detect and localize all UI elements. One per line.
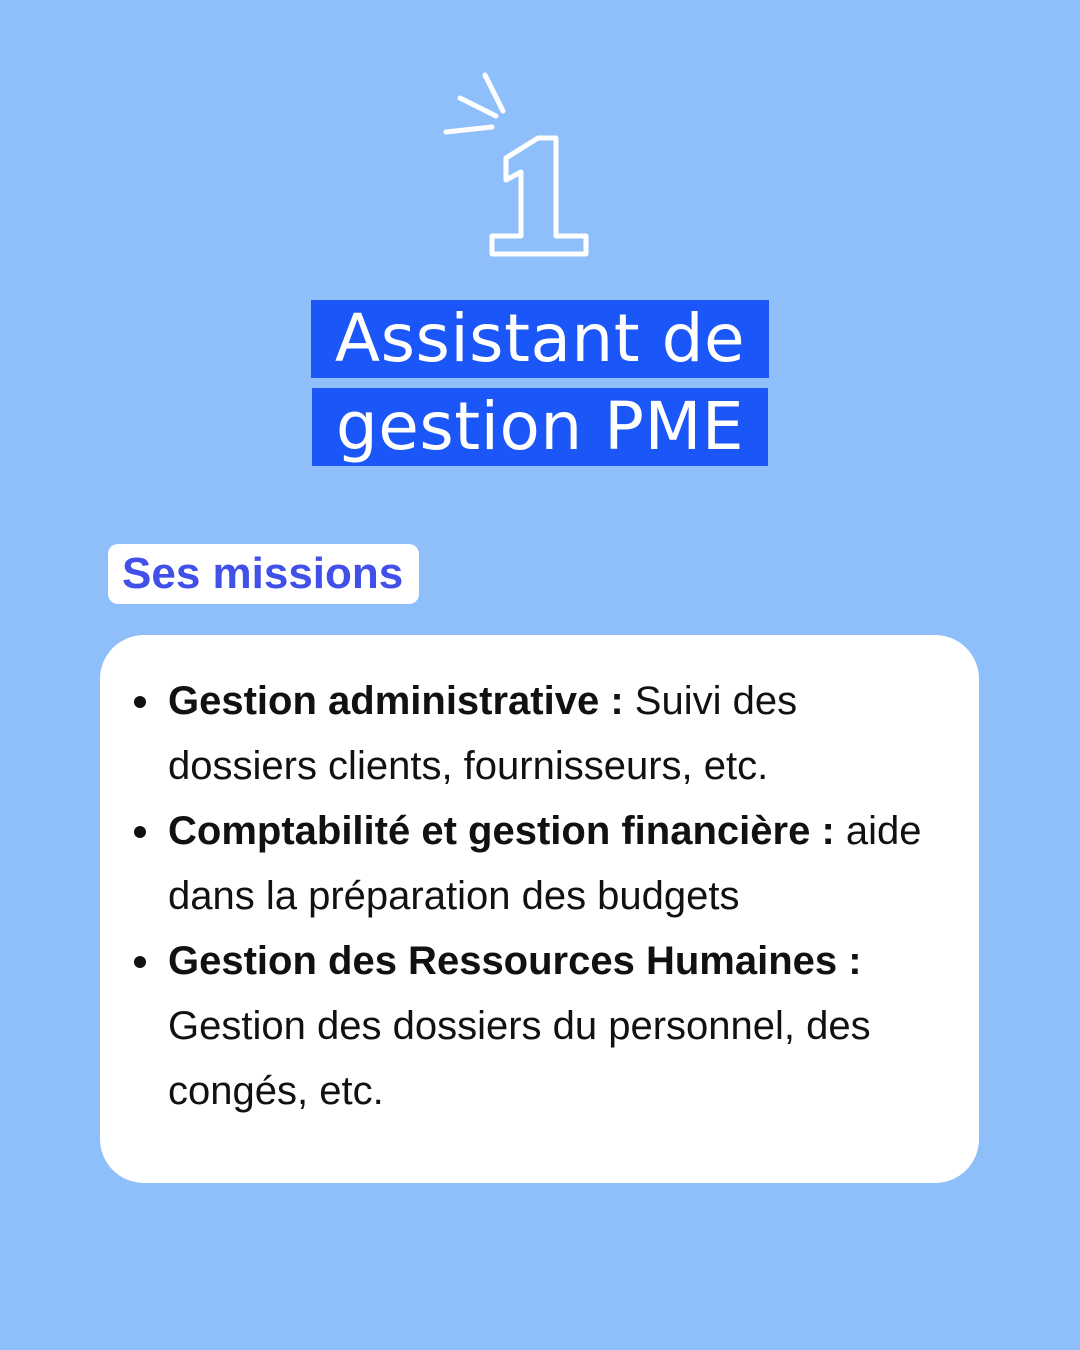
list-item bbox=[128, 799, 939, 929]
title-line-2: gestion PME bbox=[312, 388, 768, 466]
mission-text: Gestion des dossiers du personnel, des congés, etc. bbox=[168, 1004, 871, 1113]
list-item bbox=[128, 669, 939, 799]
mission-heading: Gestion des Ressources Humaines : bbox=[168, 939, 862, 983]
missions-card bbox=[100, 635, 979, 1183]
step-number bbox=[430, 60, 620, 280]
list-item bbox=[128, 929, 939, 1124]
bullet-icon bbox=[134, 826, 146, 838]
sparkle-icon bbox=[446, 75, 503, 132]
step-number-text: 1 bbox=[430, 60, 431, 61]
page-title bbox=[0, 300, 1080, 466]
mission-text: aide dans la préparation des budgets bbox=[168, 809, 922, 918]
outlined-number-one-icon bbox=[430, 60, 620, 280]
mission-heading: Gestion administrative : bbox=[168, 679, 624, 723]
title-line-1: Assistant de bbox=[311, 300, 769, 378]
mission-text: Suivi des dossiers clients, fournisseurs, etc. bbox=[168, 679, 798, 788]
missions-list bbox=[128, 669, 939, 1124]
bullet-icon bbox=[134, 696, 146, 708]
missions-label: Ses missions bbox=[108, 544, 419, 604]
bullet-icon bbox=[134, 956, 146, 968]
mission-heading: Comptabilité et gestion financière : bbox=[168, 809, 835, 853]
